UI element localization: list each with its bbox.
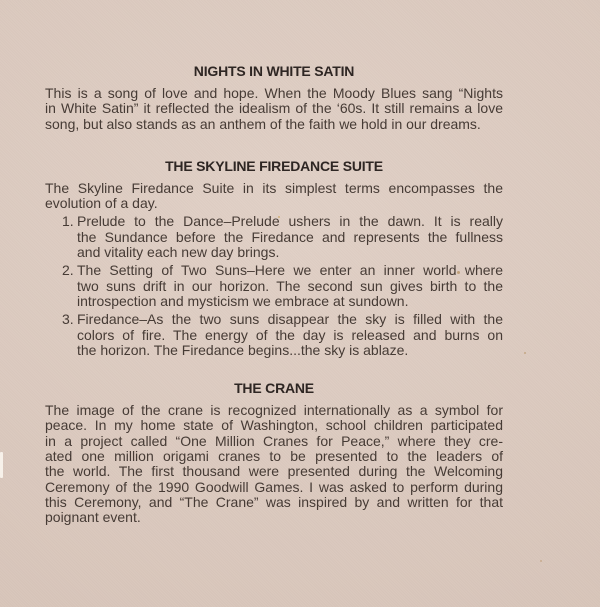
text-line: the world. The first thousand were presented during the Welcoming [45,463,503,480]
text-line: peace. In my home state of Washington, school children participated [45,417,503,434]
text-line: the Sundance before the Firedance and represents the fullness [77,228,503,245]
scan-edge-mark [0,452,3,478]
text-line: The image of the crane is recognized internationally as a symbol for [45,402,503,419]
text-line: in a project called “One Million Cranes for Peace,” where they cre- [45,432,503,449]
list-item-firedance [45,312,503,358]
text-line: ated one million origami cranes to be presented to the leaders of [45,448,503,465]
text-line: in White Satin” it reflected the idealism of the ‘60s. It still remains a love [45,100,503,117]
list-number: 2. [62,262,74,279]
text-line: introspection and mysticism we embrace at sundown. [77,292,409,309]
text-line: The Setting of Two Suns–Here we enter an inner world where [77,262,503,279]
list-item-prelude [45,214,503,260]
numbered-list [45,214,503,358]
list-number: 3. [62,311,74,328]
text-line: The Skyline Firedance Suite in its simplest terms encompasses the [45,179,503,196]
text-column [45,63,503,526]
paragraph-nights-in-white-satin [45,86,503,132]
text-line: colors of fire. The energy of the day is released and burns on [77,326,503,343]
text-line: This is a song of love and hope. When the Moody Blues sang “Nights [45,85,503,101]
text-line: this Ceremony, and “The Crane” was inspired by and written for that [45,493,503,510]
scan-speck [540,560,542,562]
text-line: Firedance–As the two suns disappear the sky is filled with the [77,311,503,328]
section-heading-nights-in-white-satin: NIGHTS IN WHITE SATIN [193,63,355,79]
text-line: the horizon. The Firedance begins...the sky is ablaze. [77,341,409,358]
paragraph-the-crane [45,403,503,525]
list-item-setting-of-two-suns [45,263,503,309]
paragraph-skyline-intro [45,181,503,212]
text-line: Ceremony of the 1990 Goodwill Games. I was asked to perform during [45,478,503,495]
list-number: 1. [62,213,74,230]
text-line: poignant event. [45,509,141,526]
text-line: and vitality each new day brings. [77,244,280,261]
text-line: song, but also stands as an anthem of the faith we hold in our dreams. [45,115,481,132]
text-line: evolution of a day. [45,195,158,212]
scan-speck [524,352,526,354]
text-line: Prelude to the Dance–Prelude ushers in the dawn. It is really [77,213,503,230]
text-line: two suns drift in our horizon. The second sun gives birth to the [77,277,503,294]
section-heading-the-crane: THE CRANE [234,380,314,397]
section-heading-skyline-firedance-suite: THE SKYLINE FIREDANCE SUITE [165,157,383,174]
